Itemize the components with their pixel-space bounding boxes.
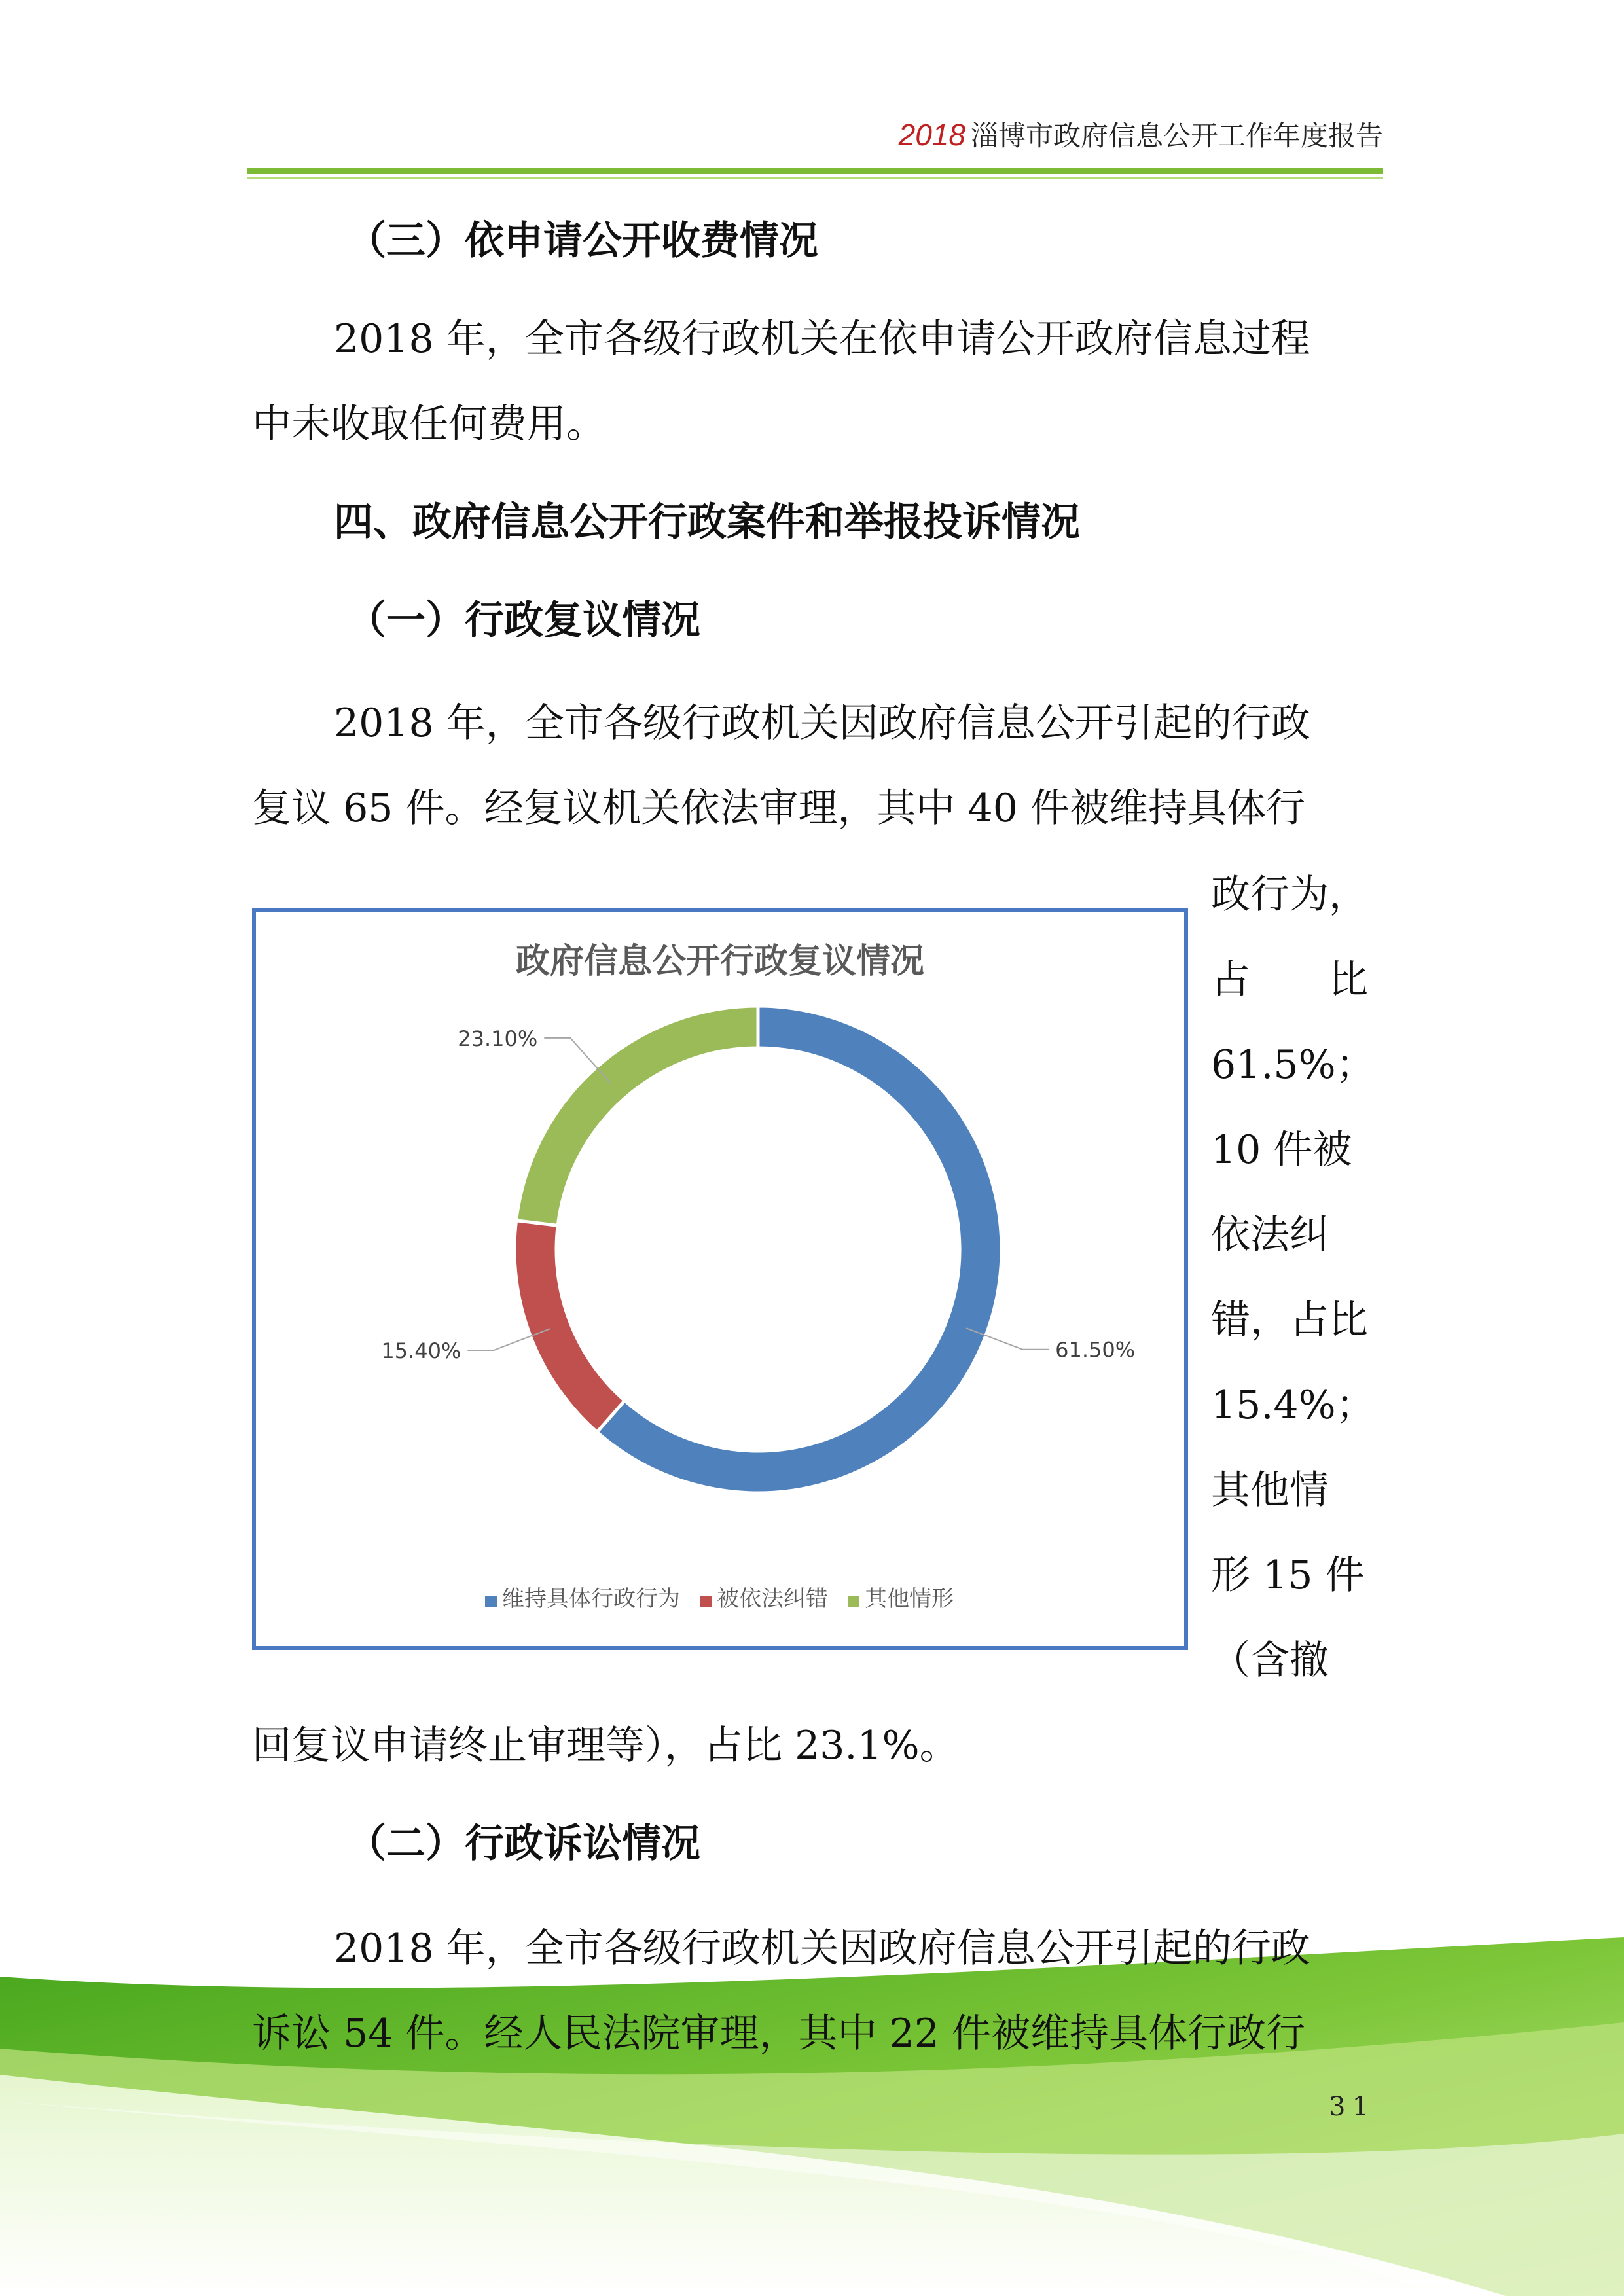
review-side-5: 依法纠 [1211,1212,1329,1258]
donut-slice [597,1006,1001,1493]
fees-paragraph-line1: 2018 年，全市各级行政机关在依申请公开政府信息过程 [334,316,1310,362]
review-side-8: 其他情 [1211,1467,1329,1513]
fees-paragraph-line2: 中未收取任何费用。 [252,401,605,447]
review-paragraph-line2: 复议 65 件。经复议机关依法审理，其中 40 件被维持具体行 [252,785,1305,831]
litigation-paragraph-line1: 2018 年，全市各级行政机关因政府信息公开引起的行政 [334,1926,1310,1971]
header-rule [247,168,1383,174]
donut-slice [514,1221,624,1432]
donut-chart-svg [256,912,1184,1646]
legend-label: 被依法纠错 [717,1586,828,1612]
review-side-2: 占 比 [1211,957,1368,1003]
litigation-heading: （二）行政诉讼情况 [347,1821,700,1867]
part4-heading: 四、政府信息公开行政案件和举报投诉情况 [334,499,1080,545]
review-paragraph-line1: 2018 年，全市各级行政机关因政府信息公开引起的行政 [334,700,1310,746]
review-chart [252,908,1188,1650]
review-side-9: 形 15 件 [1211,1552,1365,1598]
review-heading: （一）行政复议情况 [347,598,700,643]
review-side-4: 10 件被 [1211,1127,1352,1173]
data-label: 23.10% [458,1026,538,1051]
fees-heading: （三）依申请公开收费情况 [347,218,818,264]
review-paragraph-line3: 回复议申请终止审理等），占比 23.1%。 [252,1723,959,1768]
header-year: 2018 [898,118,965,152]
running-header [247,115,1383,154]
review-side-1: 政行为， [1211,872,1368,918]
header-title: 淄博市政府信息公开工作年度报告 [970,120,1383,152]
legend-label: 维持具体行政行为 [502,1586,680,1612]
litigation-paragraph-line2: 诉讼 54 件。经人民法院审理，其中 22 件被维持具体行政行 [252,2011,1305,2056]
donut-slice [516,1006,758,1225]
legend-swatch [848,1596,859,1607]
data-label: 61.50% [1055,1337,1136,1363]
review-side-6: 错，占比 [1211,1297,1368,1343]
legend-swatch [700,1596,712,1607]
review-side-10: （含撤 [1211,1638,1329,1683]
data-label: 15.40% [381,1338,461,1363]
review-side-3: 61.5%； [1211,1042,1375,1088]
legend-swatch [485,1596,497,1607]
header-rule-light [247,177,1383,179]
review-side-7: 15.4%； [1211,1382,1375,1428]
legend-label: 其他情形 [865,1586,954,1612]
page-number: 31 [1329,2092,1375,2122]
chart-title: 政府信息公开行政复议情况 [515,942,925,981]
